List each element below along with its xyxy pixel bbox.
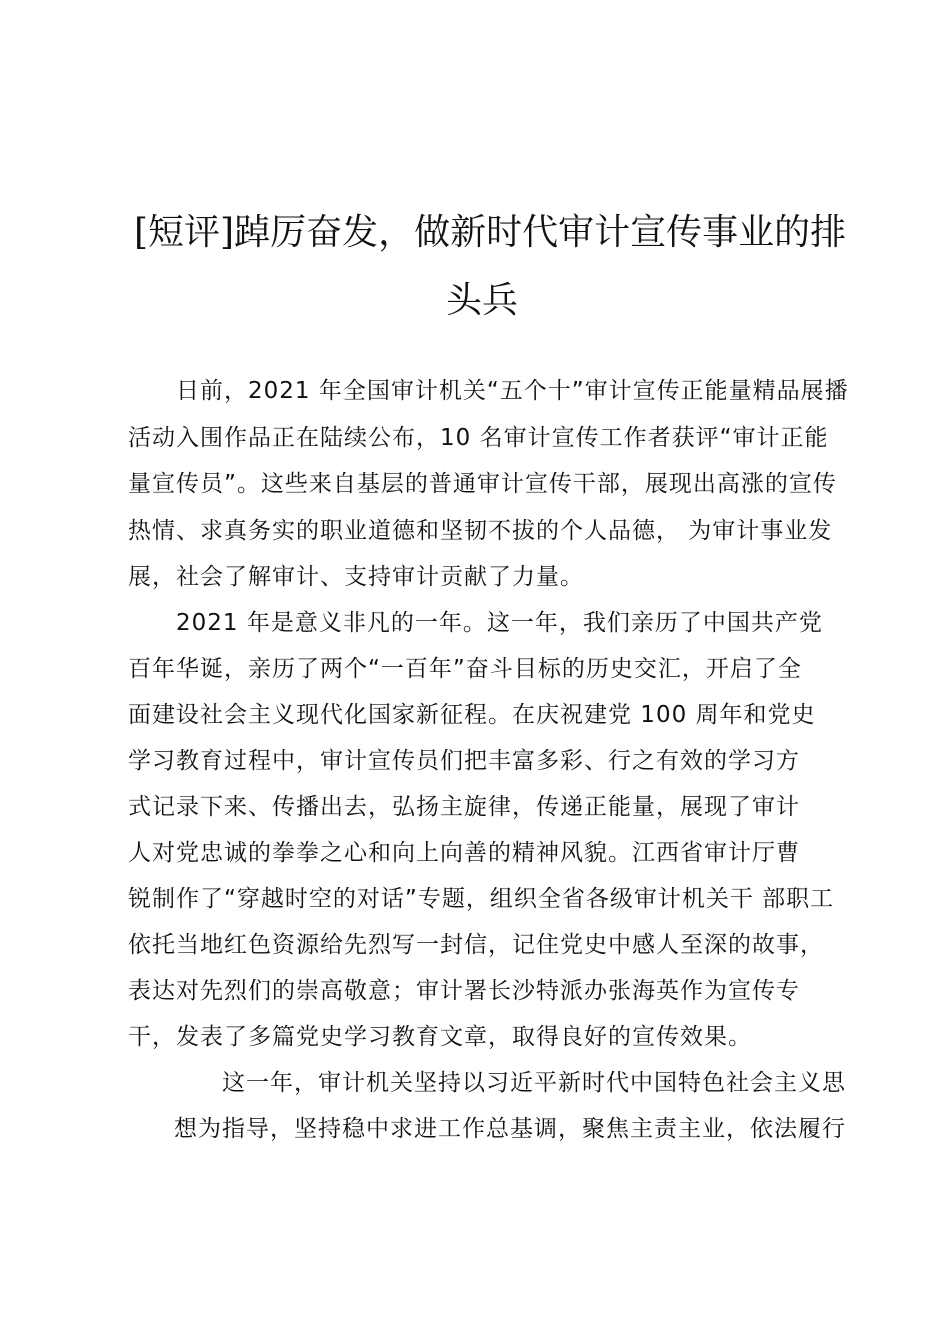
paragraph-line: 活动入围作品正在陆续公布，10 名审计宣传工作者获评“审计正能 xyxy=(128,425,829,451)
paragraph-line: 热情、求真务实的职业道德和坚韧不拔的个人品德， 为审计事业发 xyxy=(128,518,833,544)
paragraph-line: 式记录下来、传播出去，弘扬主旋律，传递正能量，展现了审计 xyxy=(128,794,800,820)
paragraph-line: 干，发表了多篇党史学习教育文章，取得良好的宣传效果。 xyxy=(128,1024,752,1050)
paragraph-line: 表达对先烈们的崇高敬意；审计署长沙特派办张海英作为宣传专 xyxy=(128,978,800,1004)
paragraph-line: 量宣传员”。这些来自基层的普通审计宣传干部，展现出高涨的宣传 xyxy=(128,471,837,497)
paragraph-line: 2021 年是意义非凡的一年。这一年，我们亲历了中国共产党 xyxy=(176,610,823,636)
paragraph-line: 想为指导，坚持稳中求进工作总基调，聚焦主责主业，依法履行 xyxy=(174,1116,846,1142)
paragraph-line: 依托当地红色资源给先烈写一封信，记住党史中感人至深的故事， xyxy=(128,932,824,958)
article-title-line-2: 头兵 xyxy=(446,280,519,321)
paragraph-line: 人对党忠诚的拳拳之心和向上向善的精神风貌。江西省审计厅曹 xyxy=(128,840,800,866)
paragraph-line: 学习教育过程中，审计宣传员们把丰富多彩、行之有效的学习方 xyxy=(128,748,800,774)
paragraph-line: 锐制作了“穿越时空的对话”专题，组织全省各级审计机关干 部职工 xyxy=(128,886,835,912)
paragraph-line: 日前，2021 年全国审计机关“五个十”审计宣传正能量精品展播 xyxy=(176,378,849,404)
paragraph-line: 展，社会了解审计、支持审计贡献了力量。 xyxy=(128,564,584,590)
paragraph-line: 面建设社会主义现代化国家新征程。在庆祝建党 100 周年和党史 xyxy=(128,702,816,728)
paragraph-line: 这一年，审计机关坚持以习近平新时代中国特色社会主义思 xyxy=(222,1070,846,1096)
paragraph-line: 百年华诞，亲历了两个“一百年”奋斗目标的历史交汇，开启了全 xyxy=(128,656,802,682)
article-title-line-1: [短评]踔厉奋发，做新时代审计宣传事业的排 xyxy=(134,212,847,253)
